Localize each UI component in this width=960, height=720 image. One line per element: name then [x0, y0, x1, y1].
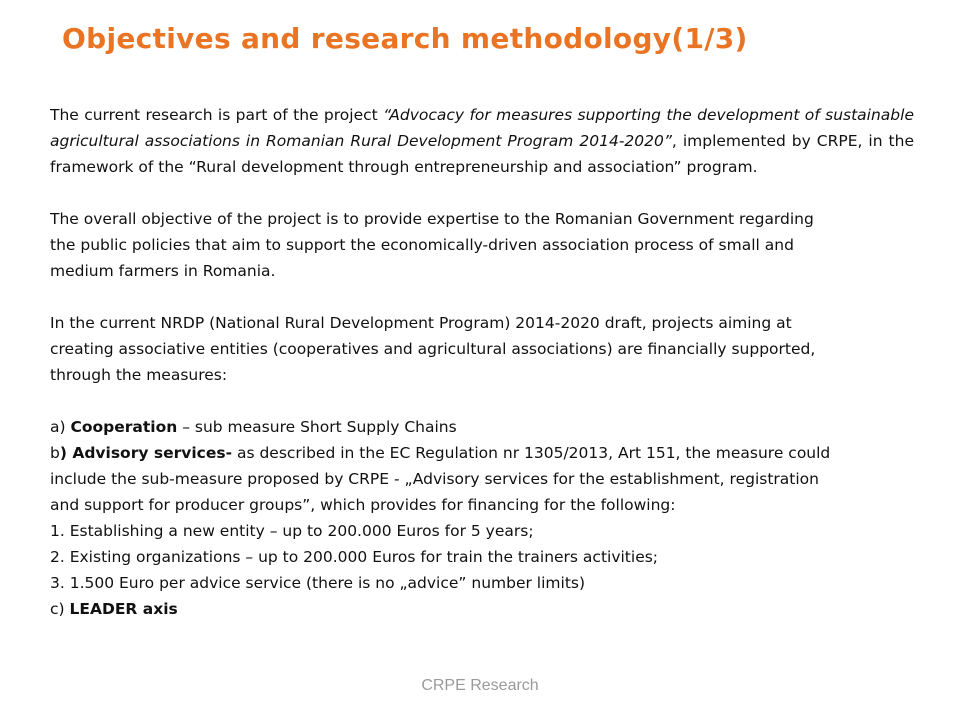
project-name-start: “Advocacy for measures supporting the development of — [383, 106, 820, 124]
measure-c-prefix: c) — [50, 600, 70, 618]
measure-b-line: and support for producer groups”, which provides for financing for the following: — [50, 496, 676, 514]
measure-c-title: LEADER axis — [69, 600, 178, 618]
overall-objective-paragraph — [50, 206, 914, 284]
objective-line: medium farmers in Romania. — [50, 262, 276, 280]
measure-c — [50, 596, 914, 622]
nrdp-line: through the measures: — [50, 366, 228, 384]
objective-line: The overall objective of the project is to provide expertise to the Romanian Government regarding — [50, 210, 814, 228]
financing-item-3: 3. 1.500 Euro per advice service (there is no „advice” number limits) — [50, 574, 586, 592]
financing-item-1: 1. Establishing a new entity – up to 200.000 Euros for 5 years; — [50, 522, 534, 540]
measure-b-line: include the sub-measure proposed by CRPE - „Advisory services for the establishment, registration — [50, 470, 819, 488]
measure-b-prefix: b — [50, 444, 60, 462]
intro-text: The current research is part of the project — [50, 106, 384, 124]
measure-a-prefix: a) — [50, 418, 71, 436]
intro-comma: , — [671, 132, 677, 150]
slide-body — [50, 102, 914, 622]
measure-a-text: – sub measure Short Supply Chains — [177, 418, 457, 436]
intro-program: association” program. — [587, 158, 758, 176]
project-intro-paragraph — [50, 102, 914, 180]
measure-b-title: ) Advisory services- — [59, 444, 233, 462]
project-name-end: sustainable agricultural associations in Romanian Rural Development Program 2014-2020” — [50, 106, 914, 150]
slide-footer: CRPE Research — [421, 677, 539, 694]
nrdp-line: creating associative entities (cooperatives and agricultural associations) are financially supported, — [50, 340, 816, 358]
measures-list — [50, 414, 914, 622]
measure-a — [50, 414, 914, 440]
measure-a-title: Cooperation — [70, 418, 178, 436]
nrdp-line: In the current NRDP (National Rural Development Program) 2014-2020 draft, projects aiming at — [50, 314, 792, 332]
financing-item-2: 2. Existing organizations – up to 200.000 Euros for train the trainers activities; — [50, 548, 659, 566]
slide-title: Objectives and research methodology(1/3) — [62, 22, 748, 55]
nrdp-paragraph — [50, 310, 914, 388]
measure-b-text: as described in the EC Regulation nr 1305/2013, Art 151, the measure could — [232, 444, 831, 462]
measure-b — [50, 440, 914, 466]
intro-implementation: implemented by CRPE, in the framework of the “Rural development through entrepreneurship and — [50, 132, 914, 176]
objective-line: the public policies that aim to support the economically-driven association process of small and — [50, 236, 794, 254]
